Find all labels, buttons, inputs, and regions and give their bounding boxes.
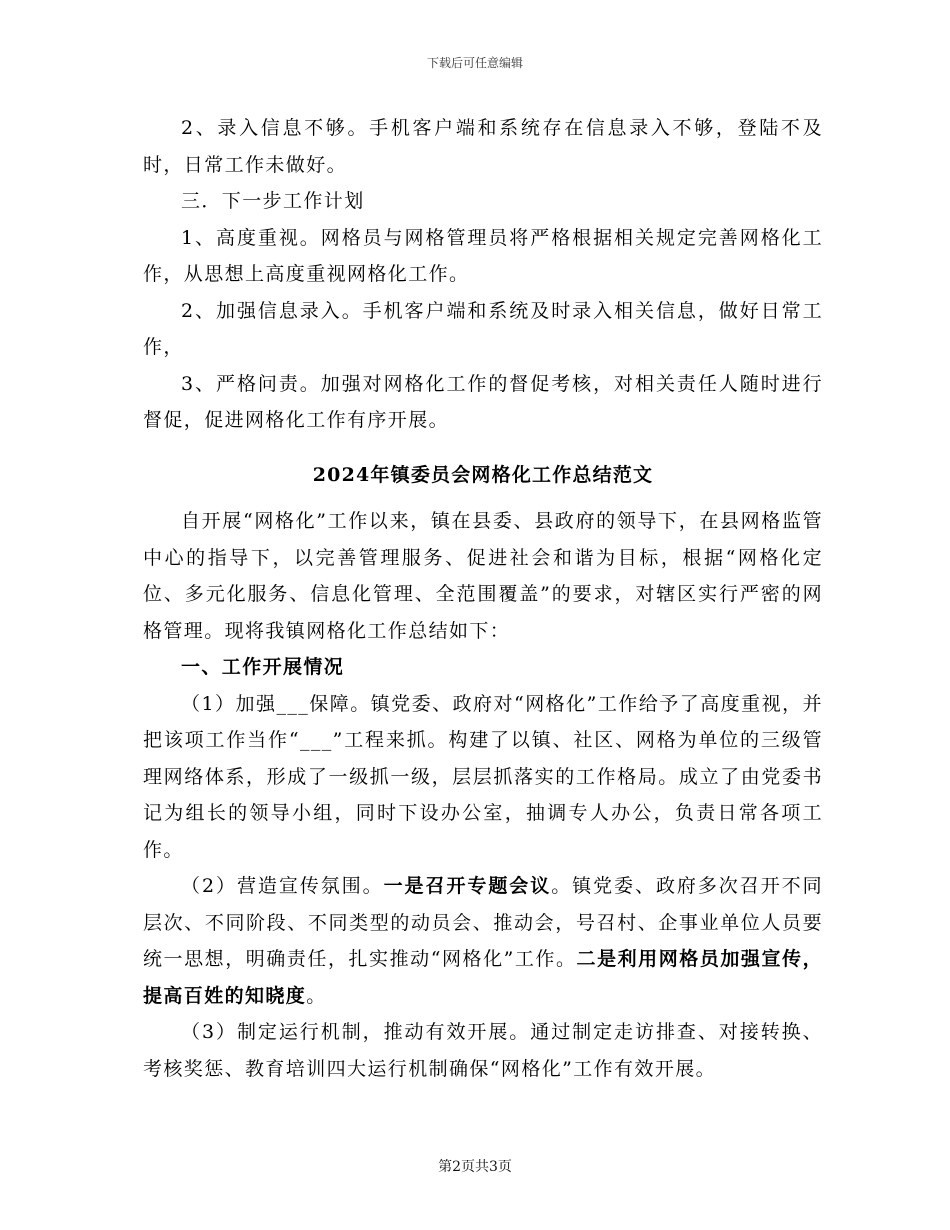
paragraph: 3、严格问责。加强对网格化工作的督促考核，对相关责任人随时进行督促，促进网格化工作有序开展。 bbox=[143, 372, 823, 431]
section-heading: 三．下一步工作计划 bbox=[181, 190, 365, 212]
paragraph: 2、录入信息不够。手机客户端和系统存在信息录入不够，登陆不及时，日常工作未做好。 bbox=[143, 117, 823, 176]
document-title: 2024年镇委员会网格化工作总结范文 bbox=[312, 463, 654, 486]
bold-phrase: 二是利用网格员加强宣传，提高百姓的知晓度 bbox=[143, 948, 823, 1007]
paragraph-text: 。 bbox=[306, 984, 327, 1007]
bold-phrase: 一是召开专题会议 bbox=[383, 875, 552, 897]
paragraph: （1）加强___保障。镇党委、政府对“网格化”工作给予了高度重视，并把该项工作当作“___”工程来抓。构建了以镇、社区、网格为单位的三级管理网络体系，形成了一级抓一级，层层抓落实的工作格局。成立了由党委书记为组长的领导小组，同时下设办公室，抽调专人办公，负责日常各项工作。 bbox=[143, 692, 823, 861]
paragraph: 2、加强信息录入。手机客户端和系统及时录入相关信息，做好日常工作， bbox=[143, 299, 823, 358]
header-note: 下载后可任意编辑 bbox=[426, 56, 523, 70]
paragraph-text: 。镇党委、政府多次召开不同层次、不同阶段、不同类型的动员会、推动会，号召村、企事业单位人员要统一思想，明确责任，扎实推动“网格化”工作。 bbox=[143, 875, 824, 970]
paragraph-lead: （2）营造宣传氛围。 bbox=[181, 875, 384, 897]
document-body bbox=[143, 110, 823, 1087]
paragraph bbox=[143, 868, 823, 1014]
page-number: 第2页共3页 bbox=[438, 1159, 512, 1175]
section-heading: 一、工作开展情况 bbox=[181, 656, 345, 678]
paragraph: 1、高度重视。网格员与网格管理员将严格根据相关规定完善网格化工作，从思想上高度重视网格化工作。 bbox=[143, 226, 823, 285]
paragraph: （3）制定运行机制，推动有效开展。通过制定走访排查、对接转换、考核奖惩、教育培训四大运行机制确保“网格化”工作有效开展。 bbox=[143, 1021, 823, 1080]
paragraph: 自开展“网格化”工作以来，镇在县委、县政府的领导下，在县网格监管中心的指导下，以完善管理服务、促进社会和谐为目标，根据“网格化定位、多元化服务、信息化管理、全范围覆盖”的要求，对辖区实行严密的网格管理。现将我镇网格化工作总结如下： bbox=[143, 510, 823, 642]
